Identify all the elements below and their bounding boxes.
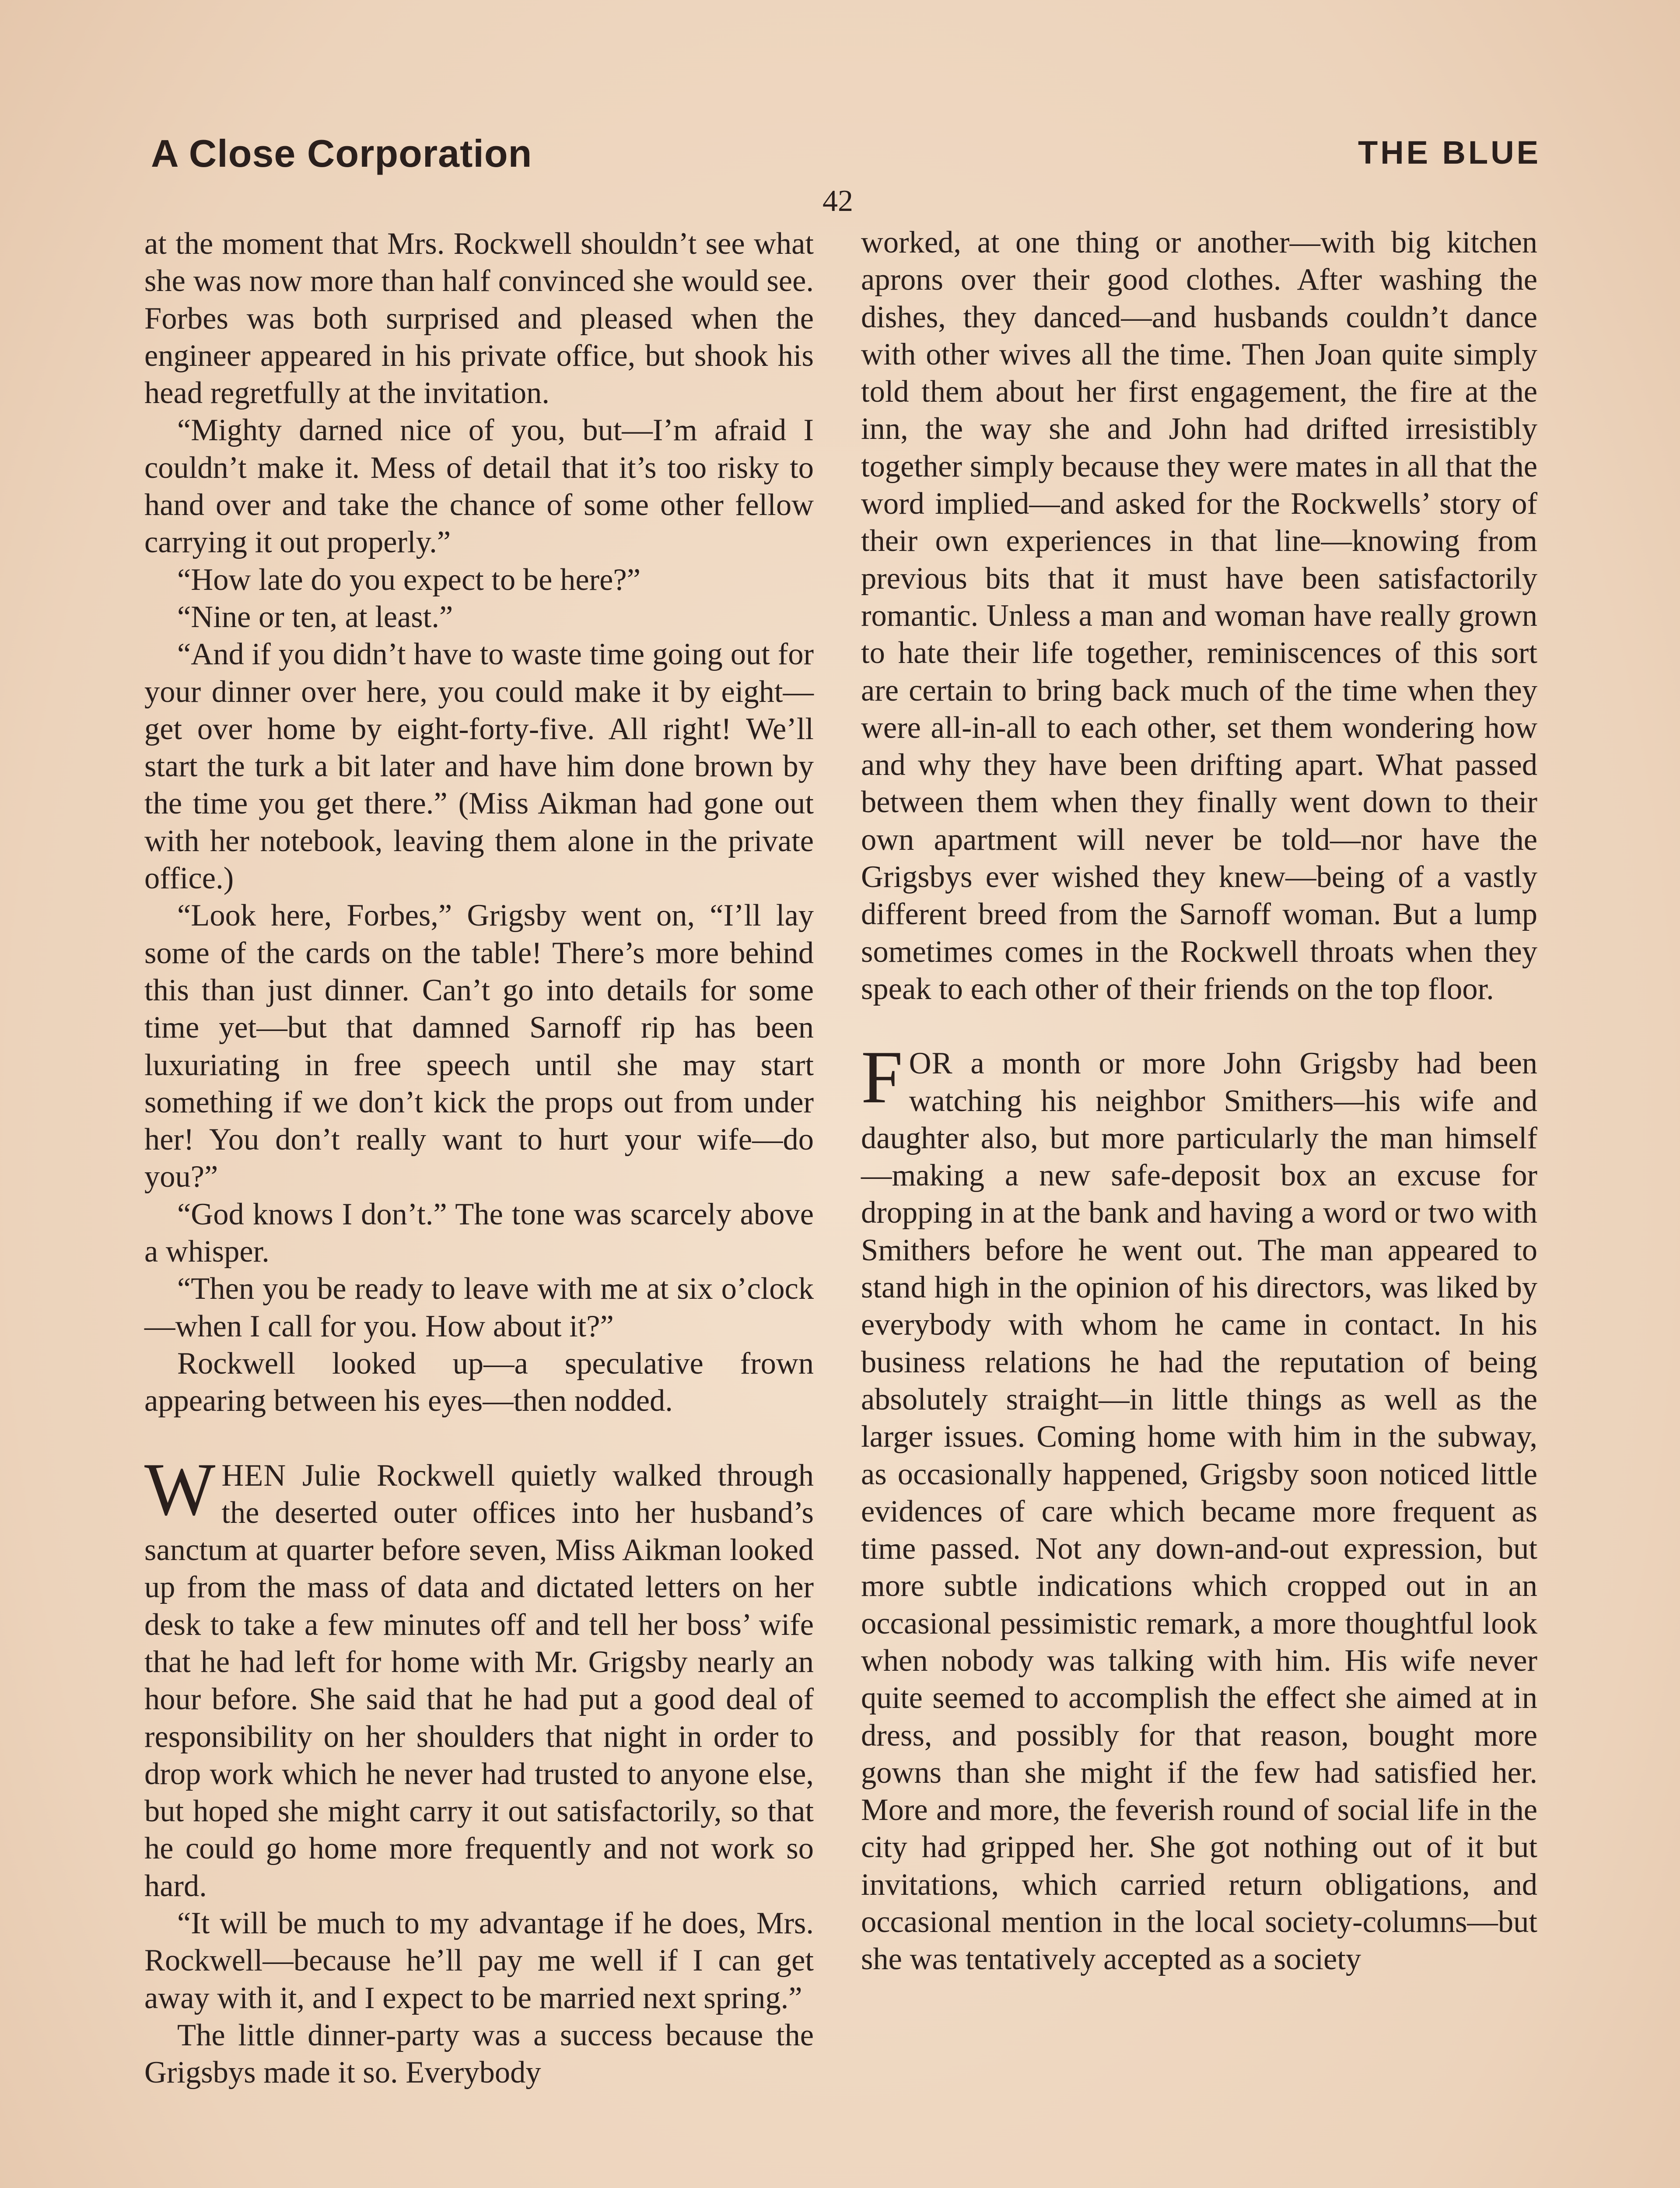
left-column (144, 225, 814, 2092)
magazine-name: THE BLUE (1358, 134, 1541, 171)
drop-cap: F (861, 1036, 903, 1119)
lead-in: HEN (221, 1458, 287, 1493)
paragraph: “And if you didn’t have to waste time going out for your dinner over here, you could make it by eight—get over home by eight-forty-five. All right! We’ll start the turk a bit later and have him done brown by the time you get there.” (Miss Aikman had gone out with her notebook, leaving them alone in the private office.) (144, 637, 814, 896)
paragraph: The little dinner-party was a success because the Grigsbys made it so. Everybody (144, 2018, 814, 2090)
paragraph: “Nine or ten, at least.” (177, 600, 453, 634)
paragraph: “Then you be ready to leave with me at six o’clock—when I call for you. How about it?” (144, 1272, 814, 1343)
drop-cap: W (144, 1448, 216, 1531)
paragraph-text: a month or more John Grigsby had been watching his neighbor Smithers—his wife and daughter also, but more particularly the man himself—making a new safe-deposit box an excuse for dropping in at the bank and having a word or two with Smithers before he went out. The man appeared to stand high in the opinion of his directors, was liked by everybody with whom he came in contact. In his business relations he had the reputation of being absolutely straight—in little things as well as the larger issues. Coming home with him in the subway, as occasionally happened, Grigsby soon noticed little evidences of care which became more frequent as time passed. Not any down-and-out expression, but more subtle indications which cropped out in an occasional pessimistic remark, a more thoughtful look when nobody was talking with him. His wife never quite seemed to accomplish the effect she aimed at in dress, and possibly for that reason, bought more gowns than she might if the few had satisfied her. More and more, the feverish round of social life in the city had gripped her. She got nothing out of it but invitations, which carried return obligations, and occasional mention in the local society-columns—but she was tentatively accepted as a society (861, 1046, 1537, 1977)
paragraph: “How late do you expect to be here?” (177, 562, 640, 597)
right-column (861, 224, 1537, 1978)
paragraph: at the moment that Mrs. Rockwell shouldn’t see what she was now more than half convinced she would see. Forbes was both surprised and pleased when the engineer appeared in his private office, but shook his head regretfully at the invitation. (144, 227, 814, 410)
paragraph: “Mighty darned nice of you, but—I’m afraid I couldn’t make it. Mess of detail that it’s too risky to hand over and take the chance of some other fellow carrying it out properly.” (144, 413, 814, 560)
paragraph (144, 1448, 814, 1905)
paragraph: Rockwell looked up—a speculative frown appearing between his eyes—then nodded. (144, 1346, 814, 1418)
page-number: 42 (822, 184, 853, 218)
story-title: A Close Corporation (151, 132, 532, 175)
paragraph: worked, at one thing or another—with big kitchen aprons over their good clothes. After washing the dishes, they danced—and husbands couldn’t dance with other wives all the time. Then Joan quite simply told them about her first engagement, the fire at the inn, the way she and John had drifted irresistibly together simply because they were mates in all that the word implied—and asked for the Rockwells’ story of their own experiences in that line—knowing from previous bits that it must have been satisfactorily romantic. Unless a man and woman have really grown to hate their life together, reminiscences of this sort are certain to bring back much of the time when they were all-in-all to each other, set them wondering how and why they have been drifting apart. What passed between them when they finally went down to their own apartment will never be told—nor have the Grigsbys ever wished they knew—being of a vastly different breed from the Sarnoff woman. But a lump sometimes comes in the Rockwell throats when they speak to each other of their friends on the top floor. (861, 225, 1537, 1006)
paragraph: “Look here, Forbes,” Grigsby went on, “I’ll lay some of the cards on the table! There’s more behind this than just dinner. Can’t go into details for some time yet—but that damned Sarnoff rip has been luxuriating in free speech until she may start something if we don’t kick the props out from under her! You don’t really want to hurt your wife—do you?” (144, 898, 814, 1194)
paragraph-text: Julie Rockwell quietly walked through the deserted outer offices into her husband’s sanctum at quarter before seven, Miss Aikman looked up from the mass of data and dictated letters on her desk to take a few minutes off and tell her boss’ wife that he had left for home with Mr. Grigsby nearly an hour before. She said that he had put a good deal of responsibility on her shoulders that night in order to drop work which he never had trusted to anyone else, but hoped she might carry it out satisfactorily, so that he could go home more frequently and not work so hard. (144, 1458, 814, 1903)
paragraph (861, 1036, 1537, 1978)
lead-in: OR (909, 1046, 953, 1081)
paragraph: “It will be much to my advantage if he does, Mrs. Rockwell—because he’ll pay me well if I can get away with it, and I expect to be married next spring.” (144, 1906, 814, 2015)
paragraph: “God knows I don’t.” The tone was scarcely above a whisper. (144, 1197, 814, 1269)
